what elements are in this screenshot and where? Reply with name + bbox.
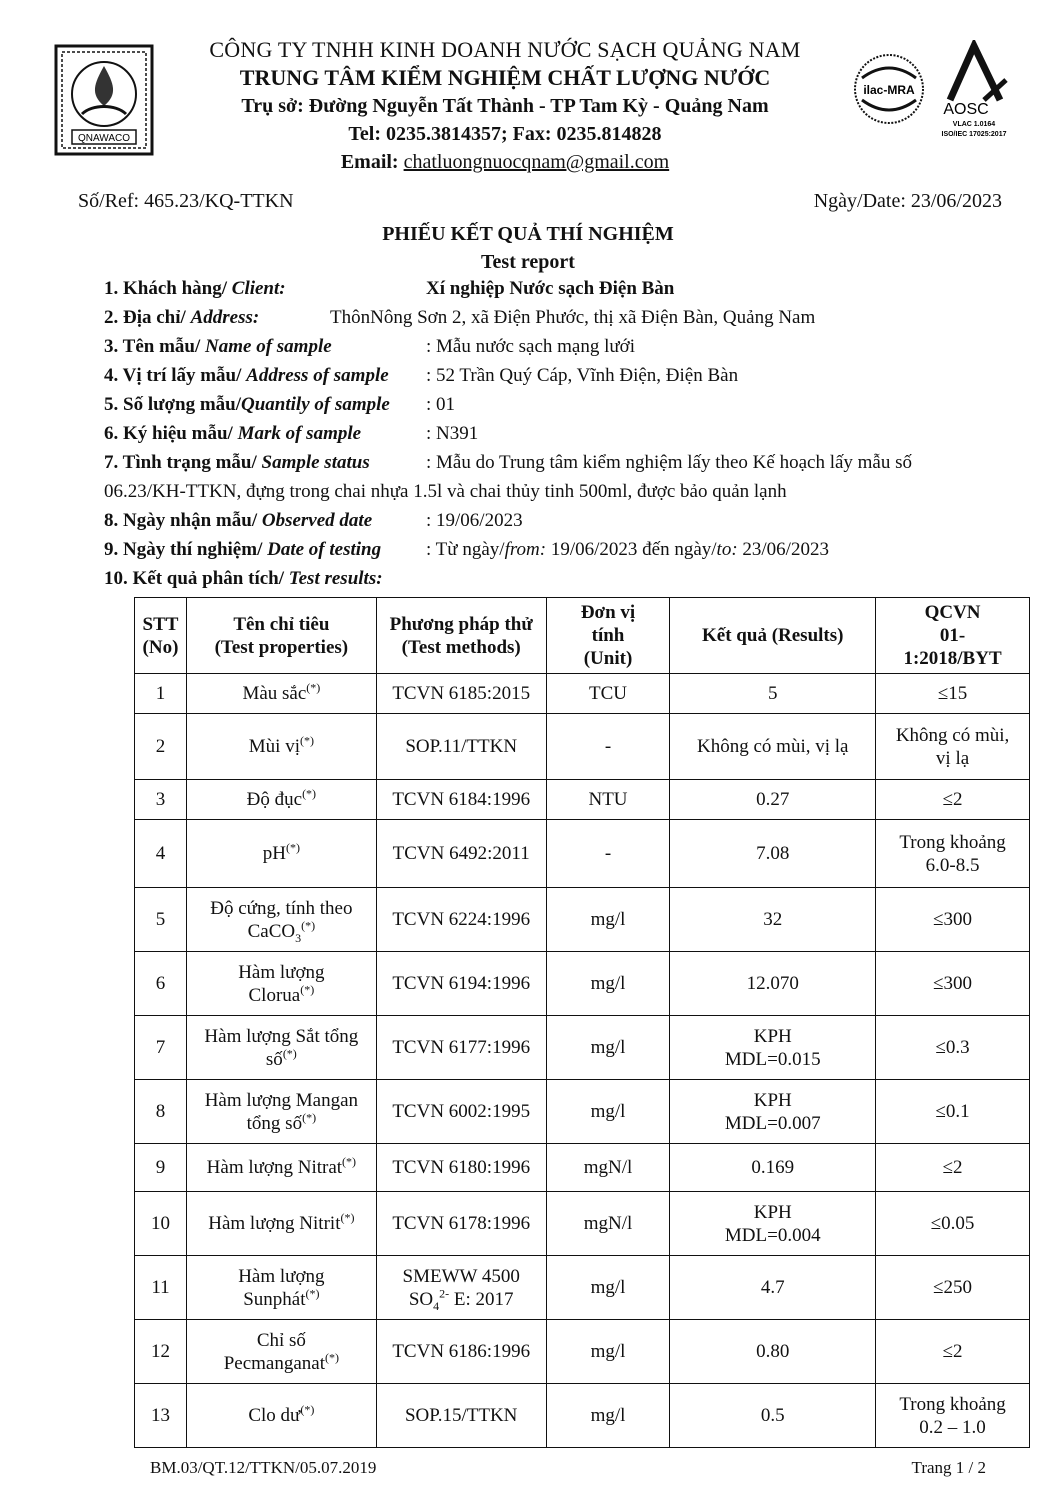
table-row: 6 Hàm lượng Clorua(*) TCVN 6194:1996 mg/l 12.070 ≤300 xyxy=(135,952,1030,1016)
col-unit: Đơn vị tính (Unit) xyxy=(546,598,670,674)
table-row: 2 Mùi vị(*) SOP.11/TTKN - Không có mùi, vị lạ Không có mùi, vị lạ xyxy=(135,714,1030,780)
table-row: 7 Hàm lượng Sắt tổng số(*) TCVN 6177:1996 mg/l KPH MDL=0.015 ≤0.3 xyxy=(135,1016,1030,1080)
col-properties: Tên chỉ tiêu (Test properties) xyxy=(186,598,376,674)
reference-number: Số/Ref: 465.23/KQ-TTKN xyxy=(78,190,294,212)
info-sample-quantity: 5. Số lượng mẫu/Quantily of sample : 01 xyxy=(104,394,456,415)
qnawaco-logo-text: QNAWACO xyxy=(77,133,131,144)
table-row: 4 pH(*) TCVN 6492:2011 - 7.08 Trong khoảng 6.0-8.5 xyxy=(135,820,1030,888)
aosc-iso-text: ISO/IEC 17025:2017 xyxy=(941,131,1007,138)
table-row: 9 Hàm lượng Nitrat(*) TCVN 6180:1996 mgN/l 0.169 ≤2 xyxy=(135,1144,1030,1192)
info-sample-status-cont: 06.23/KH-TTKN, đựng trong chai nhựa 1.5l và chai thủy tinh 500ml, được bảo quản lạnh xyxy=(104,481,787,502)
table-row: 12 Chỉ số Pecmanganat(*) TCVN 6186:1996 mg/l 0.80 ≤2 xyxy=(135,1320,1030,1384)
col-methods: Phương pháp thử (Test methods) xyxy=(376,598,546,674)
info-client: 1. Khách hàng/ Client: Xí nghiệp Nước sạch Điện Bàn xyxy=(104,278,675,299)
ilac-logo-text: ilac-MRA xyxy=(863,83,915,97)
table-header-row xyxy=(135,598,1030,674)
email-link[interactable]: chatluongnuocqnam@gmail.com xyxy=(403,151,670,173)
form-code: BM.03/QT.12/TTKN/05.07.2019 xyxy=(150,1458,377,1477)
report-date: Ngày/Date: 23/06/2023 xyxy=(813,190,1002,212)
ilac-mra-logo xyxy=(850,50,928,128)
title-english: Test report xyxy=(481,251,575,273)
table-row: 8 Hàm lượng Mangan tổng số(*) TCVN 6002:1995 mg/l KPH MDL=0.007 ≤0.1 xyxy=(135,1080,1030,1144)
table-row: 10 Hàm lượng Nitrit(*) TCVN 6178:1996 mgN/l KPH MDL=0.004 ≤0.05 xyxy=(135,1192,1030,1256)
info-test-results-label: 10. Kết quả phân tích/ Test results: xyxy=(104,568,383,589)
results-table xyxy=(134,597,1030,1448)
info-sample-location: 4. Vị trí lấy mẫu/ Address of sample : 52 Trần Quý Cáp, Vĩnh Điện, Điện Bàn xyxy=(104,365,739,386)
aosc-vilas-text: VLAC 1.0164 xyxy=(952,121,996,128)
info-testing-date: 9. Ngày thí nghiệm/ Date of testing : Từ ngày/from: 19/06/2023 đến ngày/to: 23/06/2023 xyxy=(104,539,829,560)
table-row: 3 Độ đục(*) TCVN 6184:1996 NTU 0.27 ≤2 xyxy=(135,780,1030,820)
center-email: Email: chatluongnuocqnam@gmail.com xyxy=(340,151,670,173)
info-sample-mark: 6. Ký hiệu mẫu/ Mark of sample : N391 xyxy=(104,423,479,444)
title-vietnamese: PHIẾU KẾT QUẢ THÍ NGHIỆM xyxy=(382,223,674,245)
company-name: CÔNG TY TNHH KINH DOANH NƯỚC SẠCH QUẢNG NAM xyxy=(209,37,801,62)
col-qcvn: QCVN 01- 1:2018/BYT xyxy=(876,598,1030,674)
center-phone: Tel: 0235.3814357; Fax: 0235.814828 xyxy=(348,123,662,145)
table-row: 13 Clo dư(*) SOP.15/TTKN mg/l 0.5 Trong khoảng 0.2 – 1.0 xyxy=(135,1384,1030,1448)
table-row: 11 Hàm lượng Sunphát(*) SMEWW 4500 $SO_4^{2-}$ E: 2017 mg/l 4.7 ≤250 xyxy=(135,1256,1030,1320)
aosc-logo xyxy=(930,40,1018,140)
footer-divider xyxy=(134,1447,1030,1448)
col-results: Kết quả (Results) xyxy=(670,598,876,674)
center-name: TRUNG TÂM KIỂM NGHIỆM CHẤT LƯỢNG NƯỚC xyxy=(239,65,771,90)
aosc-logo-text: AOSC xyxy=(943,101,989,118)
letterhead xyxy=(160,36,850,176)
table-row: 1 Màu sắc(*) TCVN 6185:2015 TCU 5 ≤15 xyxy=(135,674,1030,714)
results-body xyxy=(135,674,1030,1448)
col-stt: STT (No) xyxy=(135,598,187,674)
info-observed-date: 8. Ngày nhận mẫu/ Observed date : 19/06/2023 xyxy=(104,510,523,531)
report-title xyxy=(0,220,1056,276)
page-number: Trang 1 / 2 xyxy=(911,1458,986,1477)
info-address: 2. Địa chỉ/ Address: ThônNông Sơn 2, xã Điện Phước, thị xã Điện Bàn, Quảng Nam xyxy=(104,307,816,328)
center-address: Trụ sở: Đường Nguyễn Tất Thành - TP Tam Kỳ - Quảng Nam xyxy=(241,95,769,117)
sample-info xyxy=(104,274,1004,593)
qnawaco-logo xyxy=(54,44,154,156)
info-sample-status: 7. Tình trạng mẫu/ Sample status : Mẫu do Trung tâm kiểm nghiệm lấy theo Kế hoạch lấy mẫu số xyxy=(104,452,913,473)
table-row: 5 Độ cứng, tính theo CaCO$_3$(*) TCVN 6224:1996 mg/l 32 ≤300 xyxy=(135,888,1030,952)
info-sample-name: 3. Tên mẫu/ Name of sample : Mẫu nước sạch mạng lưới xyxy=(104,336,636,357)
